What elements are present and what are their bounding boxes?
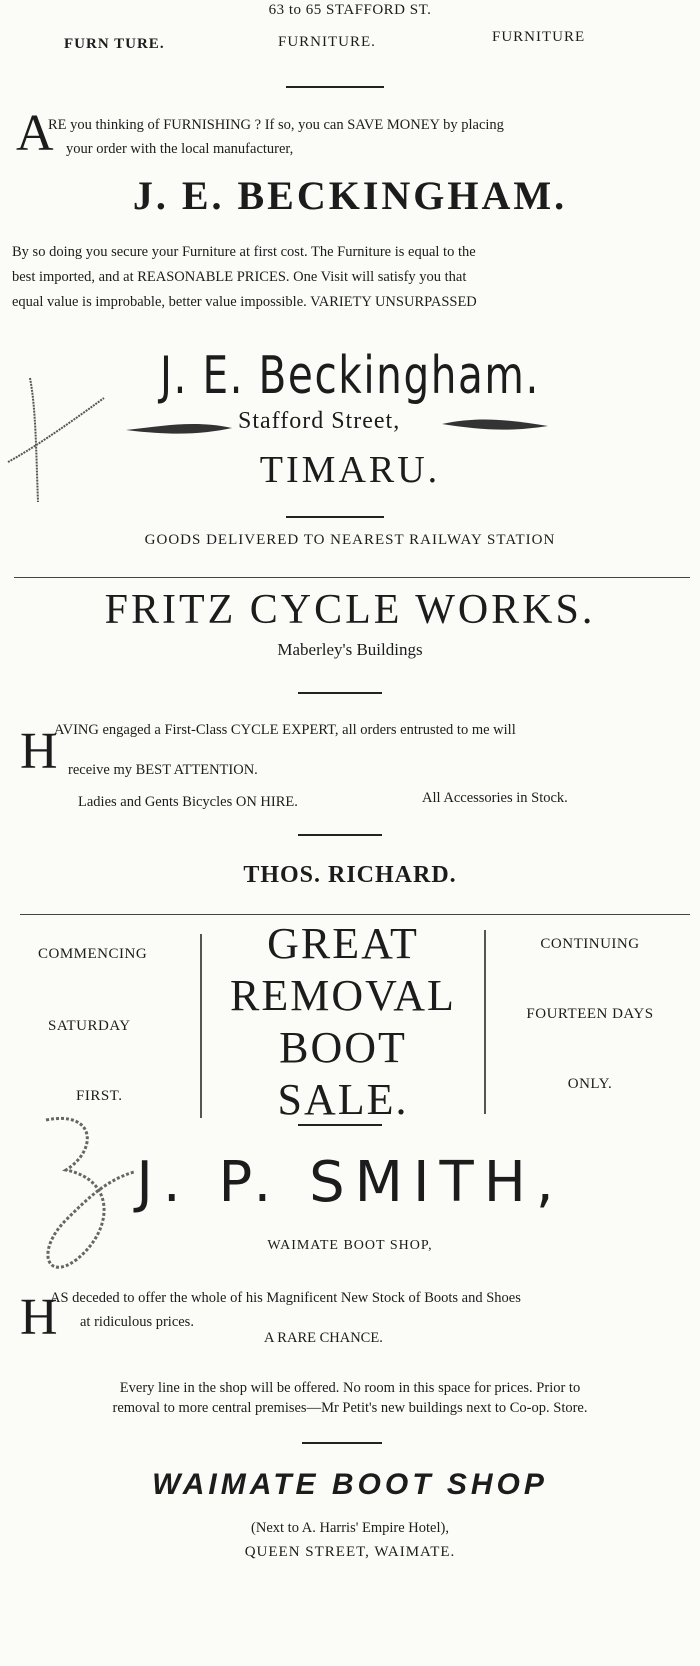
- dropcap-h: H: [20, 723, 58, 780]
- right-column-fourteen-days: FOURTEEN DAYS: [526, 1006, 654, 1022]
- para-line-3: equal value is improbable, better value impossible. VARIETY UNSURPASSED: [12, 294, 477, 310]
- smith-line-2: at ridiculous prices.: [80, 1314, 194, 1330]
- sale-headline-line: REMOVAL: [230, 971, 456, 1020]
- column-divider-left: [200, 934, 202, 1118]
- notice-line-1: Every line in the shop will be offered. No room in this space for prices. Prior to: [119, 1380, 581, 1396]
- footer-street: QUEEN STREET, WAIMATE.: [244, 1544, 456, 1560]
- smith-name: J. P. SMITH,: [136, 1150, 564, 1215]
- smith-line-1: AS deceded to offer the whole of his Magnificent New Stock of Boots and Shoes: [50, 1290, 521, 1306]
- accessories-note: All Accessories in Stock.: [422, 790, 568, 806]
- divider: [298, 692, 382, 694]
- dropcap-h: H: [20, 1289, 58, 1346]
- furniture-heading-center: FURNITURE.: [278, 34, 376, 50]
- furniture-heading-left: FURN TURE.: [64, 36, 165, 52]
- intro-line-2: your order with the local manufacturer,: [66, 141, 294, 157]
- furniture-heading-right: FURNITURE: [492, 29, 586, 45]
- cycle-works-title: FRITZ CYCLE WORKS.: [104, 587, 596, 633]
- section-divider: [20, 914, 690, 915]
- left-column-first: FIRST.: [76, 1088, 123, 1104]
- delivery-note: GOODS DELIVERED TO NEAREST RAILWAY STATION: [144, 532, 556, 548]
- ornament-right: [440, 412, 550, 436]
- building-name: Maberley's Buildings: [277, 640, 423, 659]
- section-divider: [14, 577, 690, 578]
- right-column-only: ONLY.: [567, 1076, 613, 1092]
- divider: [298, 1124, 382, 1126]
- rare-chance: A RARE CHANCE.: [264, 1330, 383, 1346]
- sale-headline: [204, 918, 482, 1126]
- shop-name: WAIMATE BOOT SHOP,: [267, 1238, 433, 1253]
- owner-name: THOS. RICHARD.: [243, 862, 457, 888]
- para-line-1: By so doing you secure your Furniture at first cost. The Furniture is equal to the: [12, 244, 476, 260]
- intro-line-1: RE you thinking of FURNISHING ? If so, you can SAVE MONEY by placing: [48, 117, 504, 133]
- beckingham-name-heading: J. E. BECKINGHAM.: [132, 173, 568, 218]
- street-label: Stafford Street,: [238, 408, 401, 434]
- divider: [286, 86, 384, 88]
- cycle-line-2: receive my BEST ATTENTION.: [68, 762, 258, 778]
- right-column-continuing: CONTINUING: [540, 936, 640, 952]
- left-column-commencing: COMMENCING: [38, 946, 148, 962]
- divider: [286, 516, 384, 518]
- cycle-line-1: AVING engaged a First-Class CYCLE EXPERT, all orders entrusted to me will: [54, 722, 516, 738]
- sale-headline-line: GREAT: [267, 919, 419, 968]
- sale-headline-line: SALE.: [277, 1075, 409, 1124]
- footer-shop-title: WAIMATE BOOT SHOP: [152, 1468, 548, 1501]
- dropcap-a: A: [16, 105, 54, 162]
- sale-headline-line: BOOT: [279, 1023, 407, 1072]
- left-column-saturday: SATURDAY: [48, 1018, 131, 1034]
- hire-note: Ladies and Gents Bicycles ON HIRE.: [78, 794, 298, 810]
- notice-line-2: removal to more central premises—Mr Petit's new buildings next to Co-op. Store.: [112, 1400, 588, 1416]
- town-label: TIMARU.: [259, 449, 441, 491]
- beckingham-logo-name: J. E. Beckingham.: [160, 346, 540, 406]
- address-top: 63 to 65 STAFFORD ST.: [268, 2, 432, 18]
- footer-location: (Next to A. Harris' Empire Hotel),: [251, 1520, 449, 1536]
- divider: [298, 834, 382, 836]
- para-line-2: best imported, and at REASONABLE PRICES. One Visit will satisfy you that: [12, 269, 467, 285]
- divider: [302, 1442, 382, 1444]
- ornament-left: [124, 416, 234, 440]
